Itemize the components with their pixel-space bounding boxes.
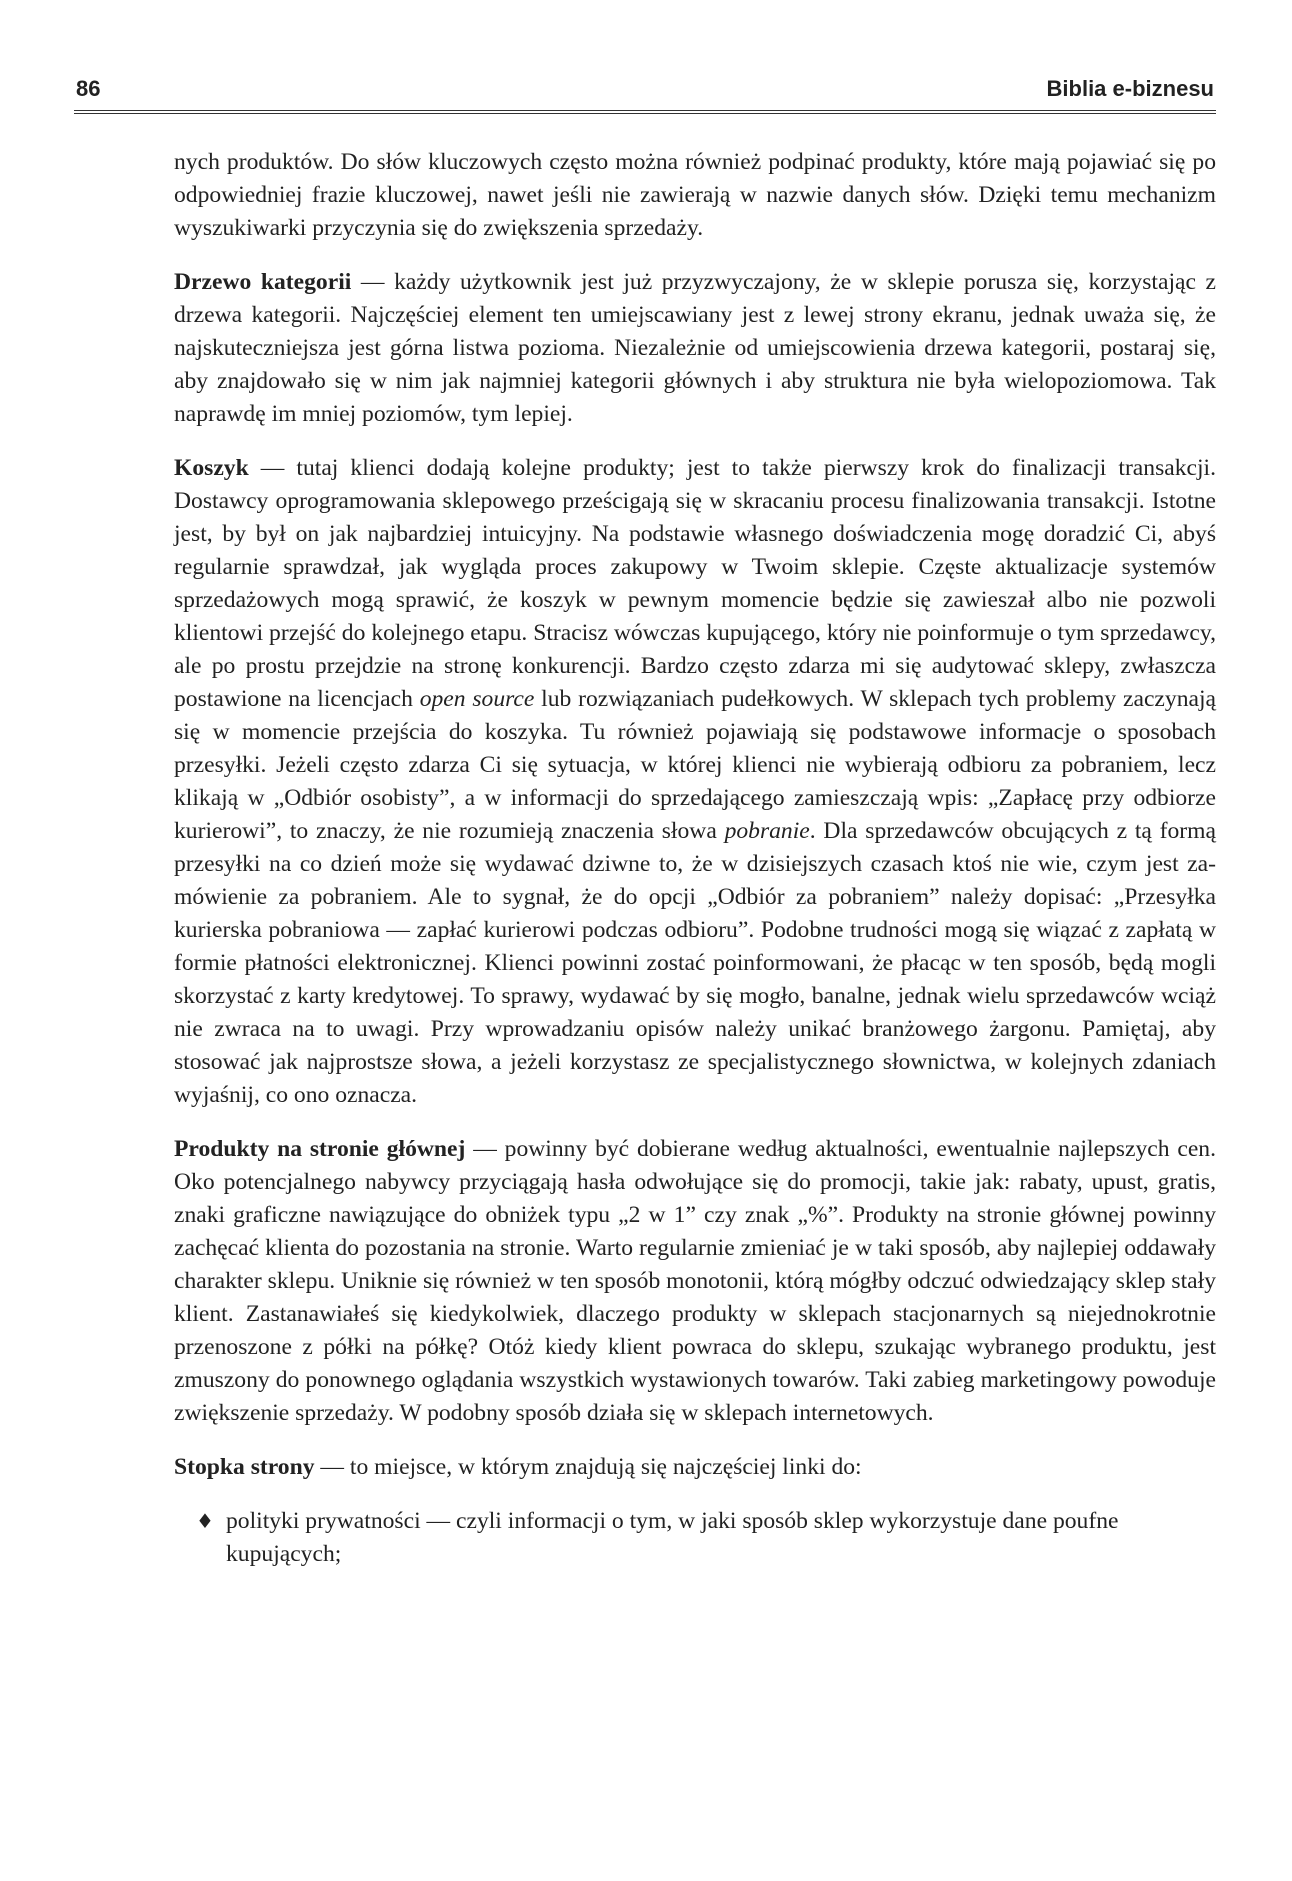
paragraph-footer (174, 1451, 1216, 1484)
paragraph-category-tree (174, 266, 1216, 431)
paragraph-text: — powinny być dobierane według aktualności, ewentualnie najlepszych cen. Oko potencjalnego nabywcy przyciągają hasła odwołujące się do promocji, takie jak: rabaty, upust, gratis, znaki graficzne nawiązujące do obniżek typu „2 w 1” czy znak „%”. Produkty na stronie głównej powinny zachęcać klienta do pozostania na stronie. Warto regularnie zmieniać je w taki sposób, aby najlepiej oddawały charakter sklepu. Uniknie się również w ten sposób monotonii, którą mógłby odczuć odwiedzający sklep stały klient. Zastanawiałeś się kiedykolwiek, dlaczego produkty w sklepach stacjonarnych są niejednokrotnie przenoszone z półki na półkę? Otóż kiedy klient powraca do sklepu, szukając wybranego produktu, jest zmuszony do ponownego oglądania wszystkich wystawionych towarów. Taki zabieg marketingowy powoduje zwiększenie sprzedaży. W podobny sposób działa się w sklepach internetowych. (174, 1136, 1216, 1426)
paragraph-cart (174, 452, 1216, 1112)
term-heading: Koszyk (174, 455, 249, 481)
paragraph-text: lub rozwiązaniach pudełkowych. W sklepach tych problemy zaczynają się w momencie przejścia do koszyka. Tu również pojawiają się podstawowe informacje o sposobach przesyłki. Jeżeli często zdarza Ci się sytuacja, w której klienci nie wybierają odbioru za pobraniem, lecz klikają w „Odbiór osobisty”, a w informacji do sprzedającego zamieszczają wpis: „Zapłacę przy odbiorze kurierowi”, to znaczy, że nie rozumieją znaczenia słowa (174, 686, 1216, 844)
paragraph-text: nych produktów. Do słów kluczowych często można również podpinać produkty, które mają pojawiać się po odpowiedniej frazie kluczowej, nawet jeśli nie zawierają w nazwie danych słów. Dzięki temu mechanizm wyszukiwarki przyczynia się do zwiększenia sprzedaży. (174, 149, 1216, 241)
paragraph-text: . Dla sprzedawców obcujących z tą formą przesyłki na co dzień może się wydawać dziwne to, że w dzisiejszych czasach ktoś nie wie, czym jest zamówienie za pobraniem. Ale to sygnał, że do opcji „Odbiór za pobraniem” należy dopisać: „Przesyłka kurierska pobraniowa — zapłać kurierowi podczas odbioru”. Podobne trudności mogą się wiązać z zapłatą w formie płatności elektronicznej. Klienci powinni zostać poinformowani, że płacąc w ten sposób, będą mogli skorzystać z karty kredytowej. To sprawy, wydawać by się mogło, banalne, jednak wielu sprzedawców wciąż nie zwraca na to uwagi. Przy wprowadzaniu opisów należy unikać branżowego żargonu. Pamiętaj, aby stosować jak najprostsze słowa, a jeżeli korzystasz ze specjalistycznego słownictwa, w kolejnych zdaniach wyjaśnij, co ono oznacza. (174, 818, 1216, 1108)
term-heading: Stopka strony (174, 1454, 315, 1480)
paragraph-text: — każdy użytkownik jest już przyzwyczajony, że w sklepie porusza się, korzystając z drzewa kategorii. Najczęściej element ten umiejscawiany jest z lewej strony ekranu, jednak uważa się, że najskuteczniejsza jest górna listwa pozioma. Niezależnie od umiejscowienia drzewa kategorii, postaraj się, aby znajdowało się w nim jak najmniej kategorii głównych i aby struktura nie była wielopoziomowa. Tak naprawdę im mniej poziomów, tym lepiej. (174, 269, 1216, 427)
book-title: Biblia e-biznesu (1046, 76, 1214, 101)
paragraph-homepage-products (174, 1133, 1216, 1430)
body-text (174, 146, 1216, 1571)
italic-phrase: pobranie (724, 818, 810, 844)
term-heading: Drzewo kategorii (174, 269, 352, 295)
list-item-text: polityki prywatności — czyli informacji o tym, w jaki sposób sklep wykorzystuje dane poufne kupujących; (226, 1508, 1119, 1567)
diamond-bullet-icon: ♦ (196, 1509, 214, 1533)
footer-links-list (174, 1505, 1216, 1571)
paragraph-text: — tutaj klienci dodają kolejne produkty; jest to także pierwszy krok do finalizacji transakcji. Dostawcy oprogramowania sklepowego prześcigają się w skracaniu procesu finalizowania transakcji. Istotne jest, by był on jak najbardziej intuicyjny. Na podstawie własnego doświadczenia mogę doradzić Ci, abyś regularnie sprawdzał, jak wygląda proces zakupowy w Twoim sklepie. Częste aktualizacje systemów sprzedażowych mogą sprawić, że koszyk w pewnym momencie będzie się zawieszał albo nie pozwoli klientowi przejść do kolejnego etapu. Stracisz wówczas kupującego, który nie poinformuje o tym sprzedawcy, ale po prostu przejdzie na stronę konkurencji. Bardzo często zdarza mi się audytować sklepy, zwłaszcza postawione na licencjach (174, 455, 1216, 712)
page-number: 86 (76, 76, 101, 101)
paragraph-text: — to miejsce, w którym znajdują się najczęściej linki do: (314, 1454, 862, 1480)
italic-phrase: open source (419, 686, 535, 712)
term-heading: Produkty na stronie głównej (174, 1136, 466, 1162)
list-item (174, 1505, 1216, 1571)
running-header (74, 72, 1216, 114)
paragraph-intro-continuation (174, 146, 1216, 245)
